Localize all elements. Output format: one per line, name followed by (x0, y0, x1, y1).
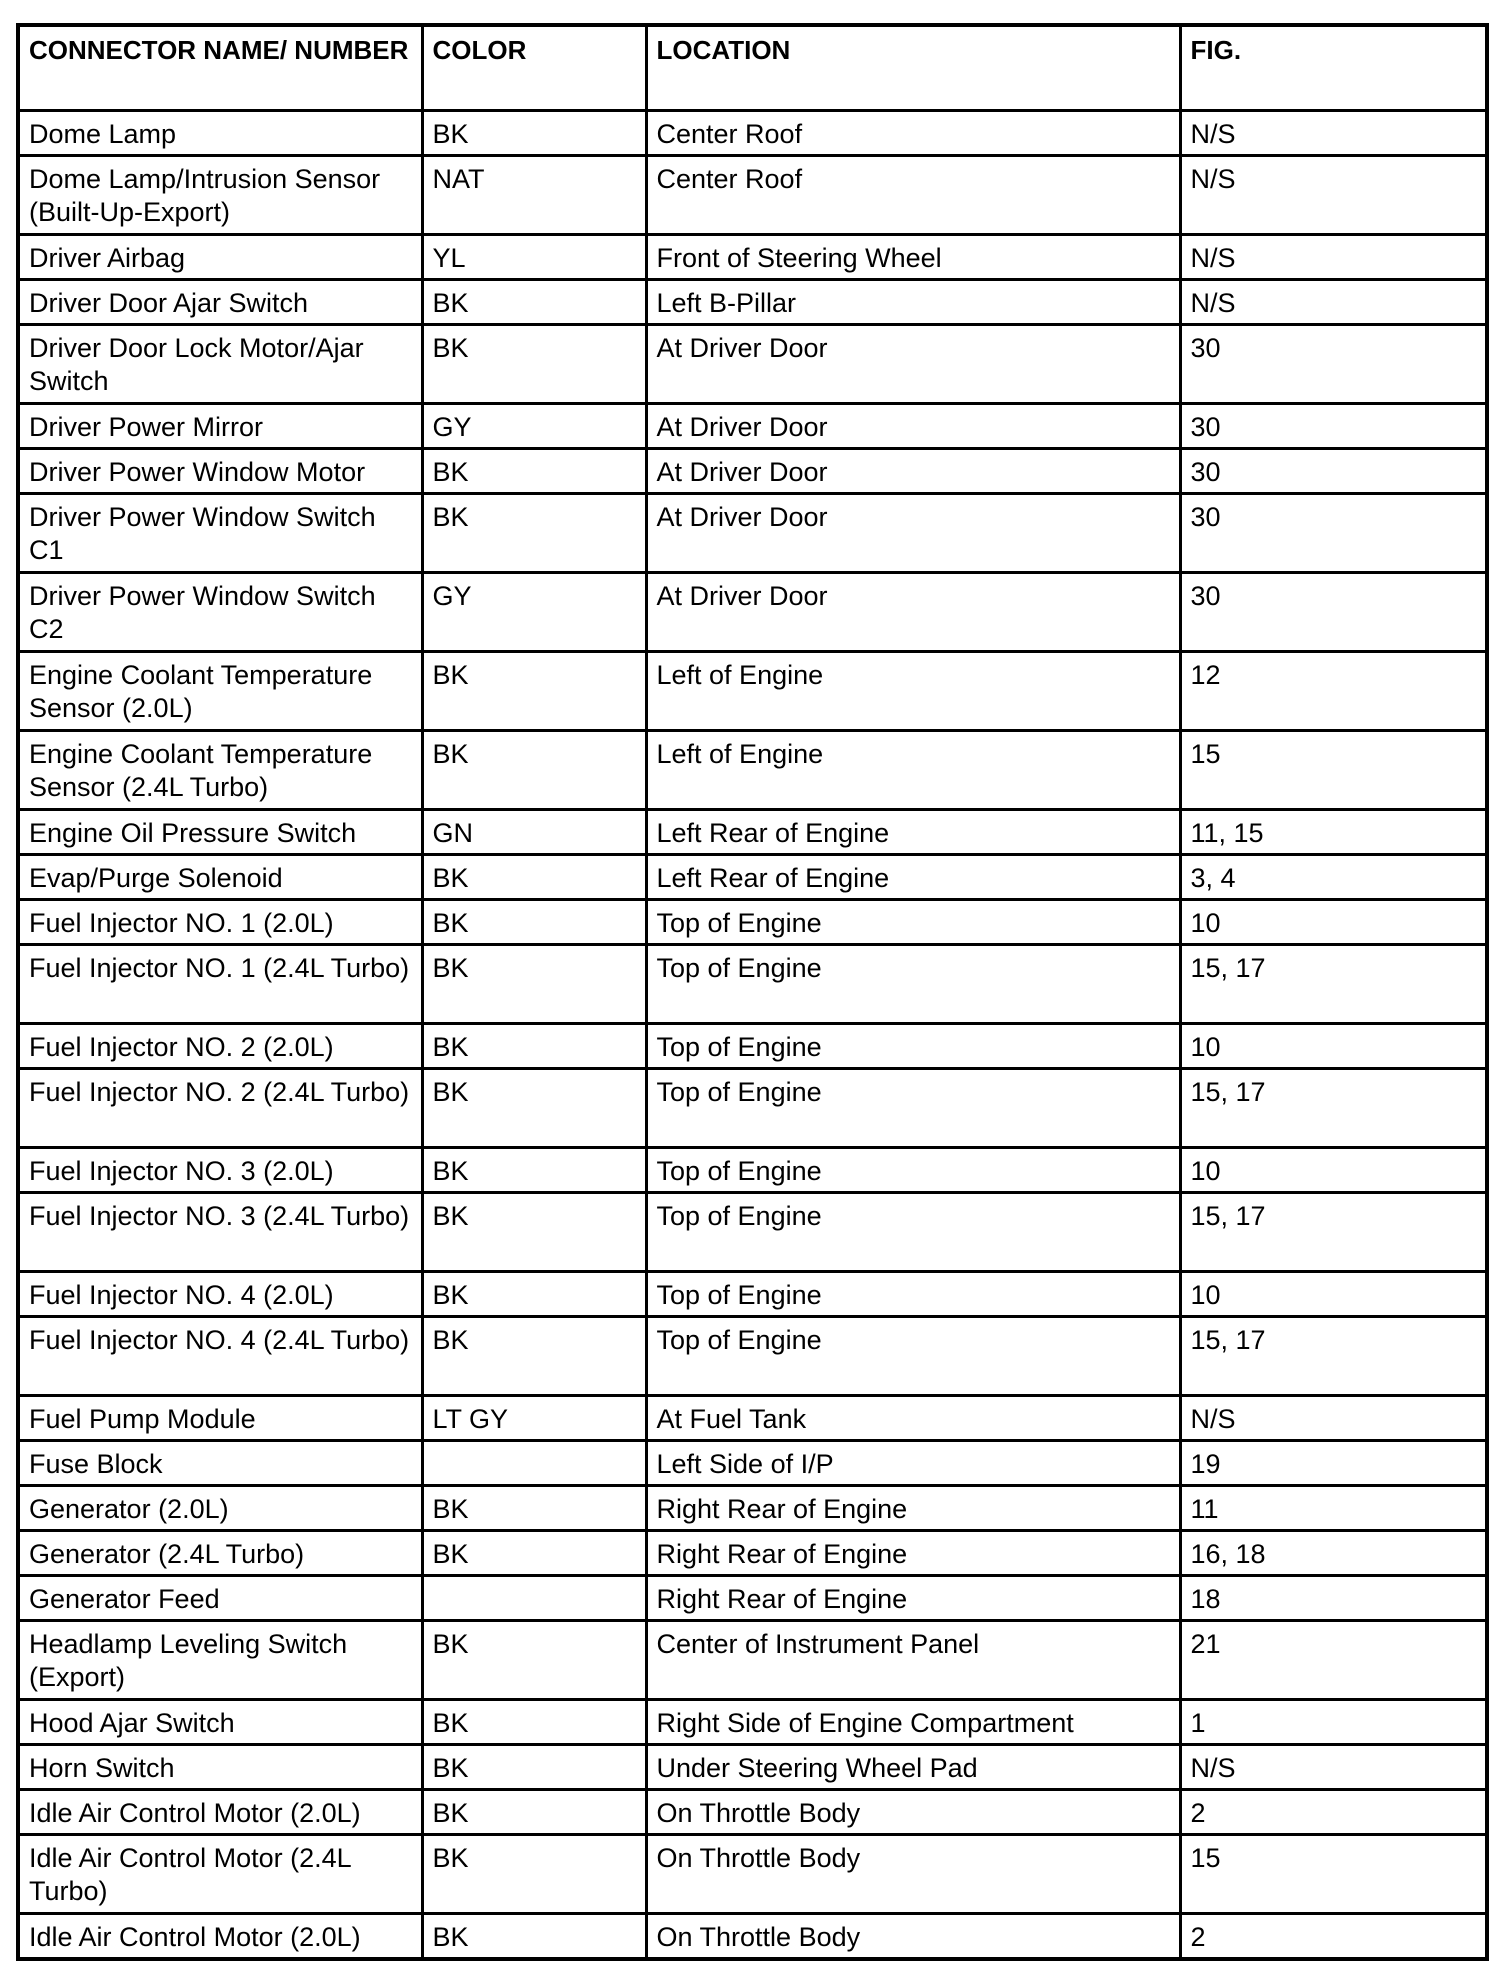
connector-name-cell: Generator (2.4L Turbo) (18, 1531, 422, 1576)
location-cell: Left B-Pillar (646, 280, 1180, 325)
connector-name-cell: Generator (2.0L) (18, 1486, 422, 1531)
fig-cell: 15, 17 (1180, 1069, 1487, 1148)
connector-name-cell: Hood Ajar Switch (18, 1700, 422, 1745)
table-row (18, 449, 1487, 494)
table-row (18, 1835, 1487, 1914)
connector-name-cell: Driver Power Window Switch C1 (18, 494, 422, 573)
color-cell: BK (422, 1024, 646, 1069)
connector-name-cell: Fuel Injector NO. 1 (2.0L) (18, 900, 422, 945)
location-cell: Right Rear of Engine (646, 1576, 1180, 1621)
header-color: COLOR (422, 25, 646, 111)
connector-name-cell: Fuel Injector NO. 4 (2.4L Turbo) (18, 1317, 422, 1396)
fig-cell: 15, 17 (1180, 1317, 1487, 1396)
color-cell: BK (422, 1621, 646, 1700)
location-cell: Left Rear of Engine (646, 810, 1180, 855)
fig-cell: 2 (1180, 1914, 1487, 1960)
fig-cell: 15 (1180, 731, 1487, 810)
color-cell: BK (422, 280, 646, 325)
color-cell: BK (422, 1272, 646, 1317)
location-cell: Front of Steering Wheel (646, 235, 1180, 280)
color-cell: BK (422, 1193, 646, 1272)
color-cell: BK (422, 731, 646, 810)
connector-name-cell: Driver Power Window Motor (18, 449, 422, 494)
connector-name-cell: Dome Lamp/Intrusion Sensor (Built-Up-Export) (18, 156, 422, 235)
table-row (18, 900, 1487, 945)
fig-cell: N/S (1180, 156, 1487, 235)
table-row (18, 235, 1487, 280)
location-cell: Left Side of I/P (646, 1441, 1180, 1486)
table-row (18, 1441, 1487, 1486)
fig-cell: N/S (1180, 235, 1487, 280)
connector-name-cell: Dome Lamp (18, 111, 422, 156)
color-cell: BK (422, 1700, 646, 1745)
connector-name-cell: Engine Oil Pressure Switch (18, 810, 422, 855)
table-row (18, 1700, 1487, 1745)
table-row (18, 111, 1487, 156)
location-cell: Right Side of Engine Compartment (646, 1700, 1180, 1745)
fig-cell: 12 (1180, 652, 1487, 731)
location-cell: At Driver Door (646, 404, 1180, 449)
fig-cell: 11 (1180, 1486, 1487, 1531)
connector-name-cell: Idle Air Control Motor (2.4L Turbo) (18, 1835, 422, 1914)
table-row (18, 404, 1487, 449)
connector-name-cell: Idle Air Control Motor (2.0L) (18, 1914, 422, 1960)
color-cell: BK (422, 1069, 646, 1148)
location-cell: Top of Engine (646, 1024, 1180, 1069)
table-row (18, 1272, 1487, 1317)
fig-cell: 19 (1180, 1441, 1487, 1486)
fig-cell: 3, 4 (1180, 855, 1487, 900)
fig-cell: 10 (1180, 1272, 1487, 1317)
table-row (18, 280, 1487, 325)
fig-cell: 30 (1180, 494, 1487, 573)
connector-name-cell: Driver Airbag (18, 235, 422, 280)
location-cell: At Driver Door (646, 494, 1180, 573)
fig-cell: 1 (1180, 1700, 1487, 1745)
header-row (18, 25, 1487, 111)
connector-name-cell: Evap/Purge Solenoid (18, 855, 422, 900)
color-cell: GY (422, 573, 646, 652)
connector-name-cell: Fuel Pump Module (18, 1396, 422, 1441)
color-cell: LT GY (422, 1396, 646, 1441)
header-location: LOCATION (646, 25, 1180, 111)
location-cell: Right Rear of Engine (646, 1531, 1180, 1576)
connector-table (16, 23, 1489, 1961)
connector-name-cell: Headlamp Leveling Switch (Export) (18, 1621, 422, 1700)
color-cell: BK (422, 1745, 646, 1790)
location-cell: At Driver Door (646, 325, 1180, 404)
location-cell: At Driver Door (646, 573, 1180, 652)
location-cell: Left Rear of Engine (646, 855, 1180, 900)
color-cell: NAT (422, 156, 646, 235)
table-row (18, 1745, 1487, 1790)
location-cell: Center Roof (646, 111, 1180, 156)
table-row (18, 494, 1487, 573)
location-cell: Top of Engine (646, 1069, 1180, 1148)
connector-name-cell: Driver Power Mirror (18, 404, 422, 449)
table-row (18, 1914, 1487, 1960)
fig-cell: N/S (1180, 1745, 1487, 1790)
header-fig: FIG. (1180, 25, 1487, 111)
color-cell: BK (422, 1914, 646, 1960)
fig-cell: 15 (1180, 1835, 1487, 1914)
connector-name-cell: Driver Door Ajar Switch (18, 280, 422, 325)
connector-name-cell: Fuel Injector NO. 2 (2.4L Turbo) (18, 1069, 422, 1148)
location-cell: Top of Engine (646, 900, 1180, 945)
table-row (18, 652, 1487, 731)
location-cell: Top of Engine (646, 1317, 1180, 1396)
connector-name-cell: Idle Air Control Motor (2.0L) (18, 1790, 422, 1835)
fig-cell: N/S (1180, 280, 1487, 325)
connector-name-cell: Fuel Injector NO. 3 (2.4L Turbo) (18, 1193, 422, 1272)
fig-cell: 11, 15 (1180, 810, 1487, 855)
table-row (18, 1148, 1487, 1193)
table-row (18, 1486, 1487, 1531)
color-cell: BK (422, 111, 646, 156)
fig-cell: 15, 17 (1180, 945, 1487, 1024)
fig-cell: 21 (1180, 1621, 1487, 1700)
color-cell: BK (422, 900, 646, 945)
connector-name-cell: Driver Power Window Switch C2 (18, 573, 422, 652)
color-cell: BK (422, 1790, 646, 1835)
fig-cell: 10 (1180, 900, 1487, 945)
table-row (18, 1193, 1487, 1272)
fig-cell: 18 (1180, 1576, 1487, 1621)
location-cell: Left of Engine (646, 731, 1180, 810)
color-cell: GY (422, 404, 646, 449)
fig-cell: 15, 17 (1180, 1193, 1487, 1272)
table-row (18, 573, 1487, 652)
location-cell: At Fuel Tank (646, 1396, 1180, 1441)
location-cell: Under Steering Wheel Pad (646, 1745, 1180, 1790)
color-cell: BK (422, 1148, 646, 1193)
color-cell: BK (422, 1486, 646, 1531)
fig-cell: 2 (1180, 1790, 1487, 1835)
connector-name-cell: Driver Door Lock Motor/Ajar Switch (18, 325, 422, 404)
table-row (18, 1621, 1487, 1700)
color-cell: BK (422, 325, 646, 404)
header-connector-name: CONNECTOR NAME/ NUMBER (18, 25, 422, 111)
connector-name-cell: Fuel Injector NO. 3 (2.0L) (18, 1148, 422, 1193)
table-row (18, 1531, 1487, 1576)
color-cell: GN (422, 810, 646, 855)
color-cell (422, 1576, 646, 1621)
table-row (18, 1024, 1487, 1069)
location-cell: Top of Engine (646, 945, 1180, 1024)
connector-name-cell: Fuel Injector NO. 4 (2.0L) (18, 1272, 422, 1317)
table-row (18, 945, 1487, 1024)
color-cell (422, 1441, 646, 1486)
table-row (18, 810, 1487, 855)
table-row (18, 325, 1487, 404)
table-row (18, 731, 1487, 810)
table-row (18, 1396, 1487, 1441)
location-cell: On Throttle Body (646, 1790, 1180, 1835)
connector-name-cell: Horn Switch (18, 1745, 422, 1790)
table-row (18, 1069, 1487, 1148)
fig-cell: 10 (1180, 1148, 1487, 1193)
fig-cell: 30 (1180, 573, 1487, 652)
fig-cell: N/S (1180, 1396, 1487, 1441)
connector-name-cell: Fuel Injector NO. 1 (2.4L Turbo) (18, 945, 422, 1024)
table-row (18, 156, 1487, 235)
color-cell: BK (422, 449, 646, 494)
color-cell: BK (422, 652, 646, 731)
location-cell: Right Rear of Engine (646, 1486, 1180, 1531)
table-row (18, 1576, 1487, 1621)
location-cell: Center of Instrument Panel (646, 1621, 1180, 1700)
fig-cell: N/S (1180, 111, 1487, 156)
color-cell: BK (422, 1835, 646, 1914)
connector-name-cell: Generator Feed (18, 1576, 422, 1621)
color-cell: BK (422, 945, 646, 1024)
fig-cell: 10 (1180, 1024, 1487, 1069)
fig-cell: 16, 18 (1180, 1531, 1487, 1576)
location-cell: Center Roof (646, 156, 1180, 235)
color-cell: BK (422, 855, 646, 900)
table-row (18, 1790, 1487, 1835)
location-cell: At Driver Door (646, 449, 1180, 494)
table-row (18, 1317, 1487, 1396)
color-cell: BK (422, 494, 646, 573)
location-cell: Top of Engine (646, 1272, 1180, 1317)
connector-name-cell: Engine Coolant Temperature Sensor (2.0L) (18, 652, 422, 731)
connector-name-cell: Engine Coolant Temperature Sensor (2.4L Turbo) (18, 731, 422, 810)
fig-cell: 30 (1180, 325, 1487, 404)
connector-name-cell: Fuse Block (18, 1441, 422, 1486)
fig-cell: 30 (1180, 449, 1487, 494)
color-cell: BK (422, 1531, 646, 1576)
location-cell: Top of Engine (646, 1148, 1180, 1193)
table-row (18, 855, 1487, 900)
fig-cell: 30 (1180, 404, 1487, 449)
location-cell: Left of Engine (646, 652, 1180, 731)
location-cell: Top of Engine (646, 1193, 1180, 1272)
location-cell: On Throttle Body (646, 1914, 1180, 1960)
color-cell: YL (422, 235, 646, 280)
location-cell: On Throttle Body (646, 1835, 1180, 1914)
connector-name-cell: Fuel Injector NO. 2 (2.0L) (18, 1024, 422, 1069)
color-cell: BK (422, 1317, 646, 1396)
